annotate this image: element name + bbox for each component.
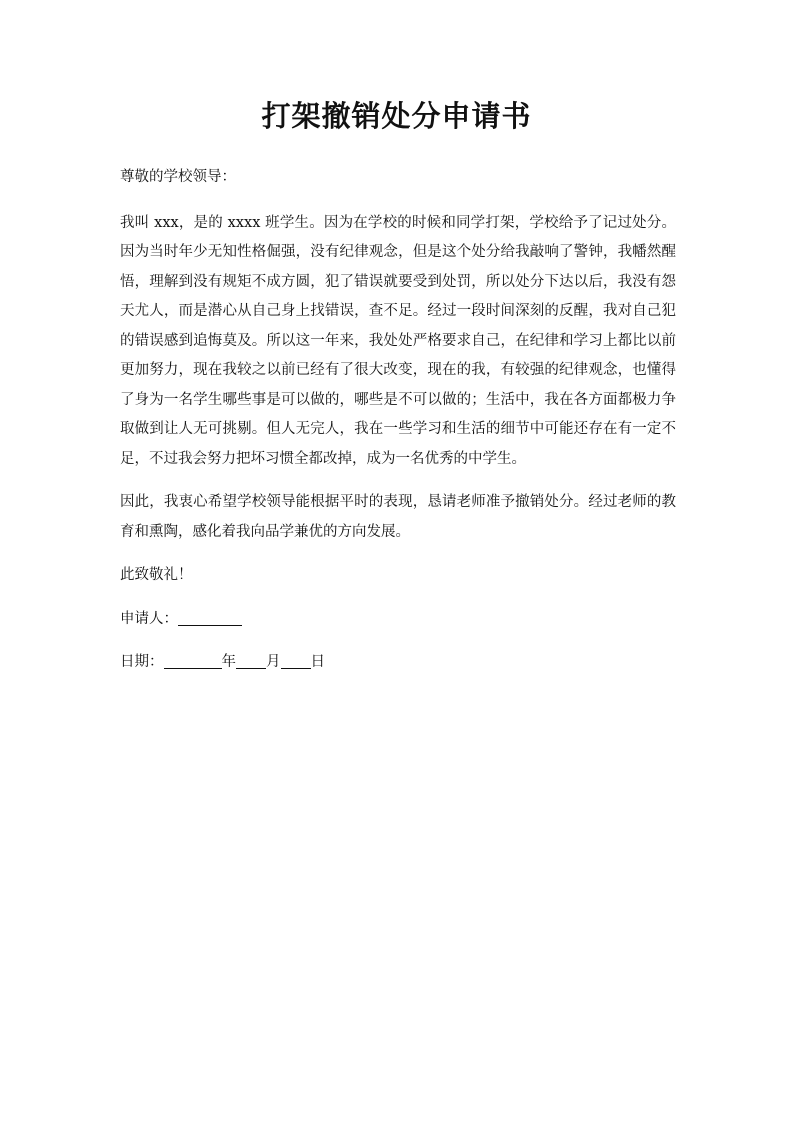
month-blank[interactable] xyxy=(236,654,266,670)
body-paragraph-2: 因此，我衷心希望学校领导能根据平时的表现，恳请老师准予撤销处分。经过老师的教育和熏陶，感化着我向品学兼优的方向发展。 xyxy=(120,494,676,540)
applicant-label: 申请人： xyxy=(120,610,178,627)
day-blank[interactable] xyxy=(281,654,311,670)
applicant-row xyxy=(120,605,676,635)
date-label: 日期： xyxy=(120,654,164,670)
year-blank[interactable] xyxy=(164,654,222,670)
greeting-line: 尊敬的学校领导： xyxy=(120,169,236,185)
applicant-signature-blank[interactable] xyxy=(178,610,242,626)
document-title: 打架撤销处分申请书 xyxy=(261,99,532,133)
date-row xyxy=(120,648,676,678)
closing-line: 此致敬礼！ xyxy=(120,567,193,583)
document-body xyxy=(120,163,676,692)
day-label: 日 xyxy=(310,654,325,670)
month-label: 月 xyxy=(266,654,281,670)
body-paragraph-1: 我叫 xxx，是的 xxxx 班学生。因为在学校的时候和同学打架，学校给予了记过处分。因为当时年少无知性格倔强，没有纪律观念，但是这个处分给我敲响了警钟，我幡然醒悟，理解到没有规矩不成方圆，犯了错误就要受到处罚，所以处分下达以后，我没有怨天尤人，而是潜心从自己身上找错误，查不足。经过一段时间深刻的反醒，我对自己犯的错误感到追悔莫及。所以这一年来，我处处严格要求自己，在纪律和学习上都比以前更加努力，现在我较之以前已经有了很大改变，现在的我，有较强的纪律观念，也懂得了身为一名学生哪些事是可以做的，哪些是不可以做的；生活中，我在各方面都极力争取做到让人无可挑剔。但人无完人，我在一些学习和生活的细节中可能还存在有一定不足，不过我会努力把坏习惯全都改掉，成为一名优秀的中学生。 xyxy=(120,214,676,467)
year-label: 年 xyxy=(221,654,236,670)
